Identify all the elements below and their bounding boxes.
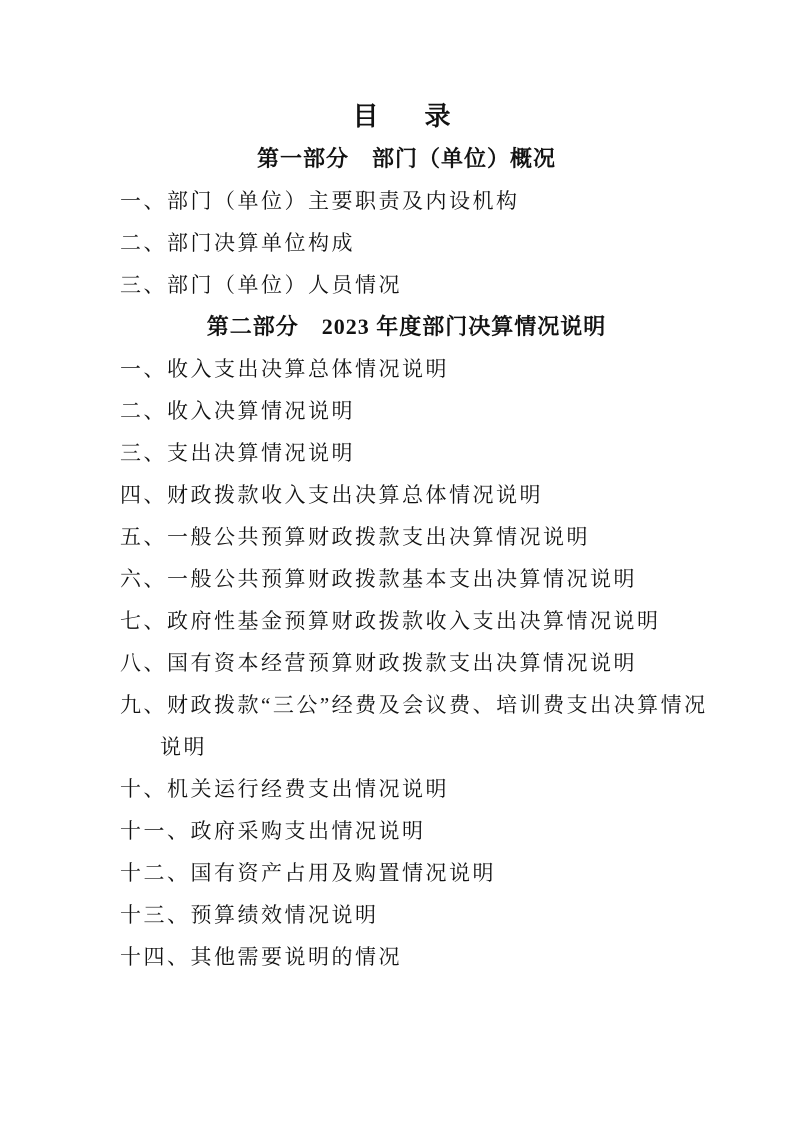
toc-entry-s1-2: 二、部门决算单位构成: [120, 231, 355, 255]
toc-entry-s2-7: 七、政府性基金预算财政拨款收入支出决算情况说明: [120, 609, 661, 633]
section-2-heading: 第二部分 2023 年度部门决算情况说明: [206, 314, 607, 339]
toc-entry-s2-6: 六、一般公共预算财政拨款基本支出决算情况说明: [120, 567, 637, 591]
toc-entry-s2-12: 十二、国有资产占用及购置情况说明: [120, 861, 496, 885]
toc-entry-s2-2: 二、收入决算情况说明: [120, 399, 355, 423]
toc-entry-s2-14: 十四、其他需要说明的情况: [120, 945, 402, 969]
toc-title: 目 录: [352, 102, 461, 131]
section-1-heading: 第一部分 部门（单位）概况: [256, 146, 556, 171]
toc-entry-s2-5: 五、一般公共预算财政拨款支出决算情况说明: [120, 525, 590, 549]
toc-entry-s2-3: 三、支出决算情况说明: [120, 441, 355, 465]
toc-entry-s2-10: 十、机关运行经费支出情况说明: [120, 777, 449, 801]
toc-entry-s2-1: 一、收入支出决算总体情况说明: [120, 357, 449, 381]
toc-entry-s2-11: 十一、政府采购支出情况说明: [120, 819, 426, 843]
toc-entry-s2-4: 四、财政拨款收入支出决算总体情况说明: [120, 483, 543, 507]
toc-entry-s2-13: 十三、预算绩效情况说明: [120, 903, 379, 927]
toc-entry-s2-9: 九、财政拨款“三公”经费及会议费、培训费支出决算情况: [120, 693, 708, 717]
toc-entry-s1-3: 三、部门（单位）人员情况: [120, 273, 402, 297]
toc-entry-s2-8: 八、国有资本经营预算财政拨款支出决算情况说明: [120, 651, 637, 675]
toc-entry-s2-9-continuation: 说明: [160, 735, 207, 759]
toc-entry-s1-1: 一、部门（单位）主要职责及内设机构: [120, 189, 520, 213]
